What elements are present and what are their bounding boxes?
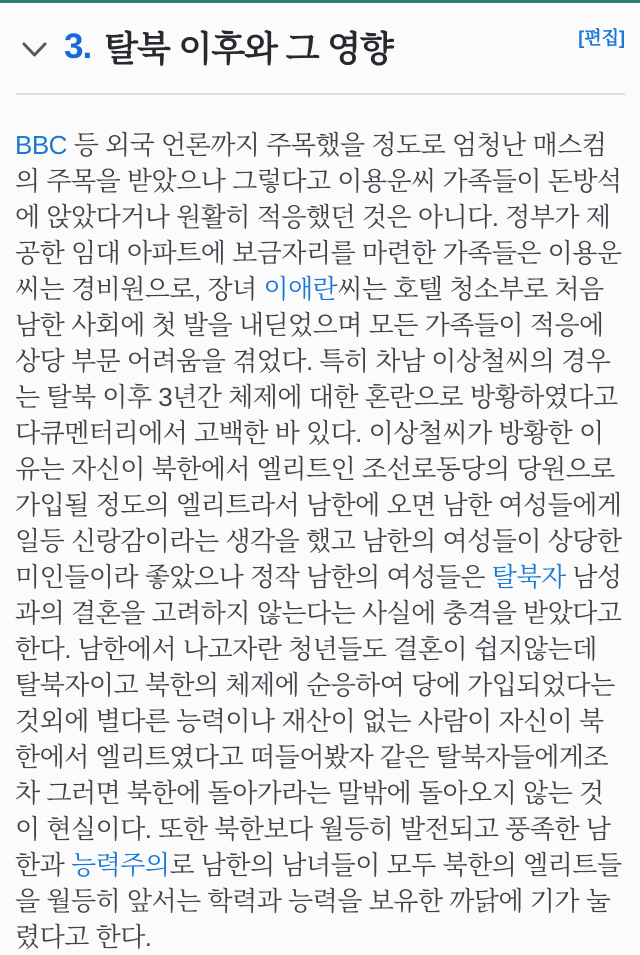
- section-heading: [16, 22, 393, 72]
- body-text-1: 등 외국 언론까지 주목했을 정도로 엄청난 매스컴의 주목을 받았으나 그렇다고 이용운씨 가족들이 돈방석에 앉았다거나 원활히 적응했던 것은 아니다. 정부가 제공한 임대 아파트에 보금자리를 마련한 가족들은 이용운씨는 경비원으로, 장녀: [15, 130, 622, 304]
- article-body: [0, 127, 640, 955]
- section-divider: [16, 93, 625, 95]
- chevron-down-icon[interactable]: [16, 35, 53, 59]
- link-bbc[interactable]: BBC: [15, 130, 67, 160]
- link-talbukja[interactable]: 탈북자: [491, 562, 566, 592]
- body-text-3: 남성과의 결혼을 고려하지 않는다는 사실에 충격을 받았다고 한다. 남한에서 나고자란 청년들도 결혼이 쉽지않는데 탈북자이고 북한의 체제에 순응하여 당에 가입되었다는 것외에 별다른 능력이나 재산이 없는 사람이 자신이 북한에서 엘리트였다고 떠들어봤자 같은 탈북자들에게조차 그러면 북한에 돌아가라는 말밖에 돌아오지 않는 것이 현실이다. 또한 북한보다 월등히 발전되고 풍족한 남한과: [15, 562, 622, 880]
- section-title: 탈북 이후와 그 영향: [104, 30, 393, 69]
- body-text-4: 로 남한의 남녀들이 모두 북한의 엘리트들을 월등히 앞서는 학력과 능력을 보유한 까닭에 기가 눌렸다고 한다.: [15, 850, 622, 952]
- section-header: [0, 3, 640, 72]
- section-number: 3.: [64, 27, 92, 66]
- article-paragraph: [15, 127, 626, 955]
- link-meritocracy[interactable]: 능력주의: [70, 850, 170, 880]
- link-lee-ae-ran[interactable]: 이애란: [263, 274, 338, 304]
- edit-link[interactable]: [편집]: [578, 28, 625, 48]
- body-text-2: 씨는 호텔 청소부로 처음 남한 사회에 첫 발을 내딛었으며 모든 가족들이 적응에 상당 부문 어려움을 겪었다. 특히 차남 이상철씨의 경우는 탈북 이후 3년간 체제에 대한 혼란으로 방황하였다고 다큐멘터리에서 고백한 바 있다. 이상철씨가 방황한 이유는 자신이 북한에서 엘리트인 조선로동당의 당원으로 가입될 정도의 엘리트라서 남한에 오면 남한 여성들에게 일등 신랑감이라는 생각을 했고 남한의 여성들이 상당한 미인들이라 좋았으나 정작 남한의 여성들은: [15, 274, 622, 592]
